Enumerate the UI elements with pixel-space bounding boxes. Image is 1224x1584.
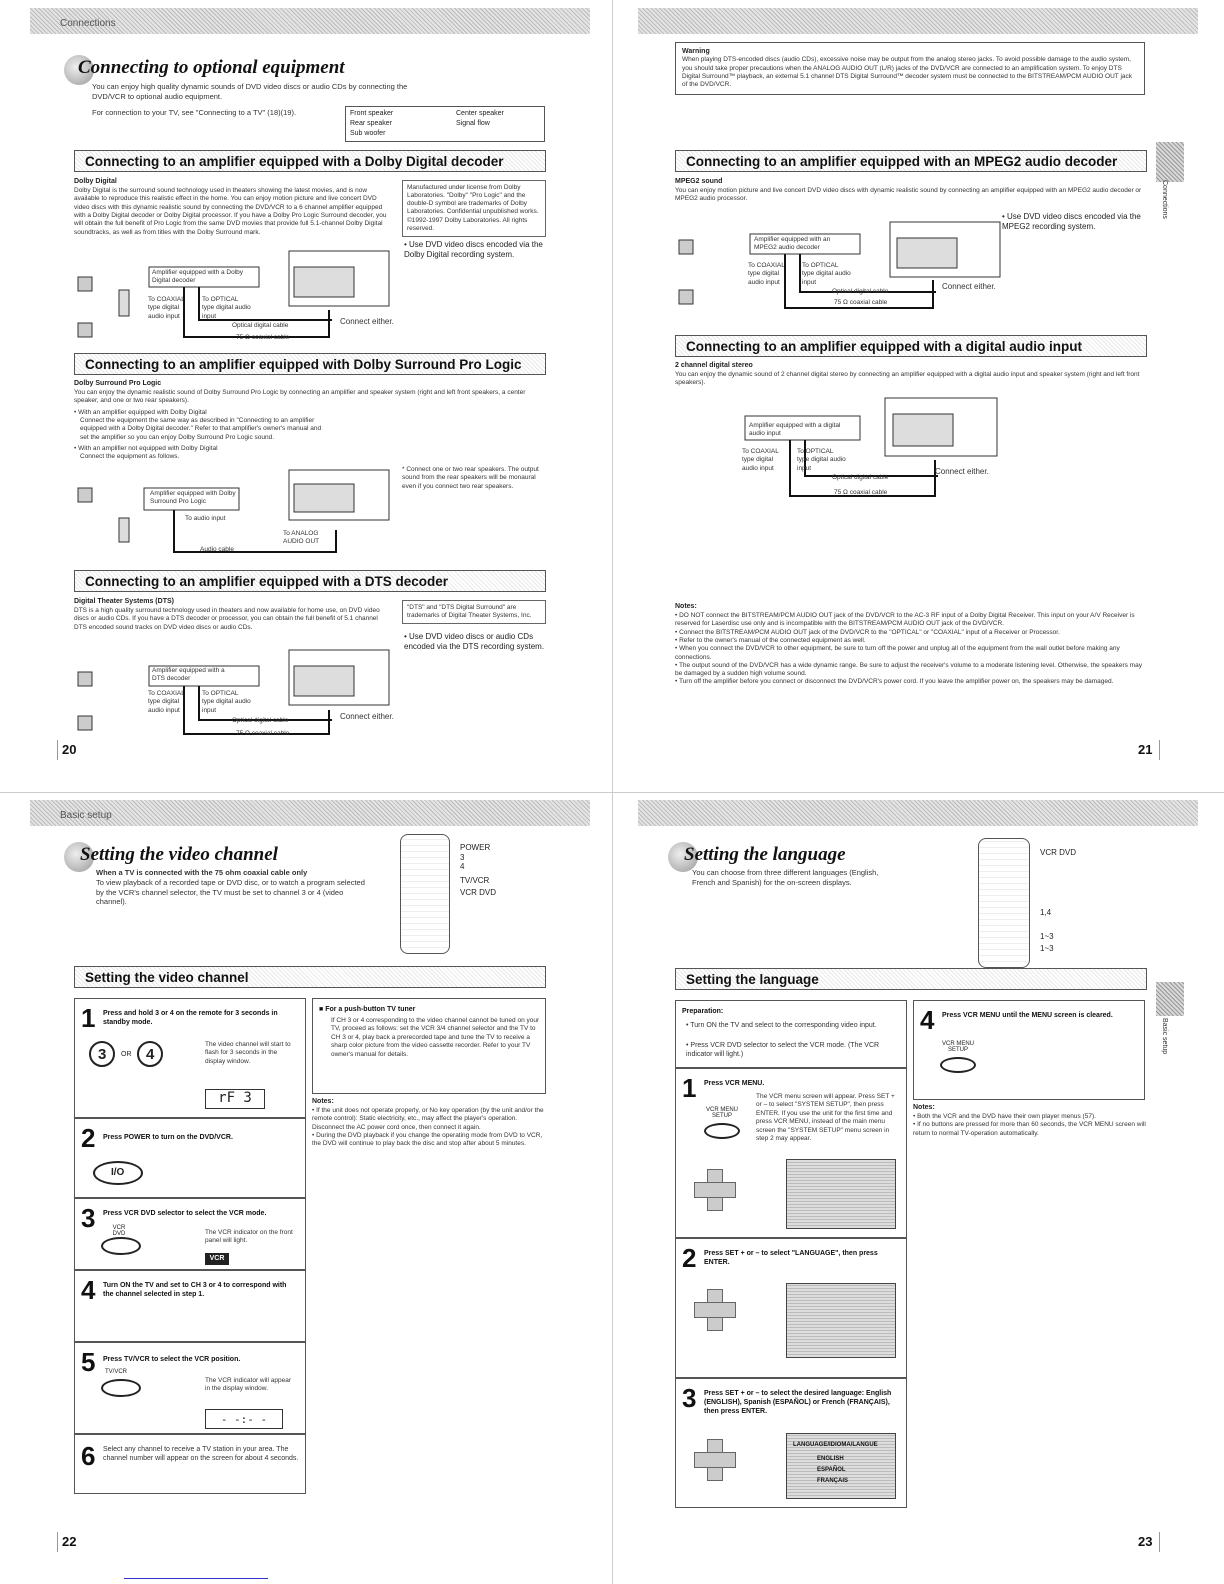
note-item: • Both the VCR and the DVD have their own player menus (57). [913, 1112, 1096, 1120]
section-title: Connecting to an amplifier equipped with a Dolby Digital decoder [85, 154, 504, 169]
header-label: Connections [60, 18, 116, 29]
dts-text [74, 598, 392, 632]
vcrdvd-button-label: VCR DVD [112, 1225, 126, 1237]
digital-coax-label: To COAXIAL type digital audio input [742, 448, 779, 472]
or-label: OR [121, 1051, 132, 1058]
bullet-heading: • With an amplifier not equipped with Dolby Digital [74, 444, 218, 452]
bullet-body: Connect the equipment the same way as described in "Connecting to an amplifier equipped with a Dolby Digital decoder." Refer to that amplifier's owner's manual and set the amplifier so you can enjoy Dolby Surround Pro Logic sound. [80, 416, 322, 441]
subheading: MPEG2 sound [675, 178, 723, 185]
step-number: 1 [682, 1073, 697, 1103]
direction-pad-icon [694, 1169, 734, 1209]
remote-control-illustration [978, 838, 1030, 968]
pro-logic-audioin-label: To audio input [185, 515, 226, 522]
osd-title: LANGUAGE/IDIOMA/LANGUE [793, 1442, 878, 1448]
paragraph: You can enjoy the dynamic realistic sound of Dolby Surround Pro Logic by connecting an amplifier and speaker system (right and left front speakers, a center speaker, and one or two rear speakers). [74, 388, 526, 405]
note-item: • If no buttons are pressed for more than 60 seconds, the VCR MENU screen will return to normal TV-operation automatically. [913, 1121, 1146, 1137]
display-window [205, 1409, 283, 1429]
mpeg2-coax-label: To COAXIAL type digital audio input [748, 262, 785, 286]
page-21 [612, 0, 1224, 792]
step-number: 4 [81, 1275, 96, 1305]
paragraph: You can enjoy the dynamic sound of 2 channel digital stereo by connecting an amplifier equipped with a digital audio input and speaker system (right and left front speakers). [675, 370, 1140, 387]
intro-body: To view playback of a recorded tape or DVD disc, or to watch a program selected by the VCR's channel selector, the TV must be set to channel 3 or 4 (video channel). [96, 877, 365, 907]
step-number: 2 [682, 1243, 697, 1273]
page-title: Connecting to optional equipment [78, 57, 345, 78]
page-header [30, 8, 590, 34]
step-4 [913, 1000, 1145, 1100]
power-button[interactable] [93, 1161, 143, 1185]
step-4 [74, 1270, 306, 1342]
page-number: 21 [1138, 742, 1153, 757]
section-bar-language [675, 968, 1147, 990]
notes [675, 603, 1145, 687]
direction-pad-icon [694, 1289, 734, 1329]
digital-input-text [675, 362, 1145, 388]
section-title: Setting the video channel [85, 970, 249, 985]
osd-espanol: ESPAÑOL [817, 1467, 846, 1473]
page-23 [612, 792, 1224, 1584]
vcr-menu-button[interactable] [940, 1057, 976, 1073]
step-instruction: Press VCR MENU until the MENU screen is cleared. [942, 1012, 1113, 1019]
note-item: • Turn off the amplifier before you connect or disconnect the DVD/VCR's power cord. If you leave the amplifier power on, the speakers may be damaged. [675, 678, 1114, 686]
step-instruction: Turn ON the TV and set to CH 3 or 4 to correspond with the channel selected in step 1. [103, 1282, 287, 1299]
callout-4: 4 [460, 862, 465, 871]
preparation-title: Preparation: [682, 1008, 724, 1015]
system-setup-screen [786, 1283, 896, 1358]
page-title: Setting the video channel [80, 844, 278, 865]
dolby-digital-text [74, 178, 392, 237]
language-screen [786, 1433, 896, 1499]
step-instruction: Press POWER to turn on the DVD/VCR. [103, 1134, 233, 1141]
display-text: - -:- - [220, 1413, 268, 1426]
dolby-trademark-note: Manufactured under license from Dolby Laboratories. "Dolby" "Pro Logic" and the double-D symbol are trademarks of Dolby Laboratories. Confidential unpublished works. ©1992-1997 Dolby Laboratories. All rights reserved. [402, 180, 546, 237]
mpeg2-opt-label: To OPTICAL type digital audio input [802, 262, 851, 286]
section-bar-digital-input [675, 335, 1147, 357]
callout-3: 3 [460, 853, 465, 862]
step-instruction: Press VCR MENU. [704, 1080, 765, 1087]
step-number: 6 [81, 1441, 96, 1471]
dts-coaxcable-label: 75 Ω coaxial cable [236, 730, 290, 737]
callout-1-3b: 1~3 [1040, 944, 1054, 953]
intro-bold: When a TV is connected with the 75 ohm coaxial cable only [96, 868, 308, 877]
step-description: The VCR indicator on the front panel will light. [205, 1229, 293, 1245]
side-label: Basic setup [1161, 1018, 1168, 1055]
button-label: I/O [111, 1167, 125, 1178]
step-instruction: Press SET + or – to select "LANGUAGE", then press ENTER. [704, 1250, 878, 1267]
preparation-item: • Press VCR DVD selector to select the VCR mode. (The VCR indicator will light.) [686, 1042, 880, 1059]
dts-opt-label: To OPTICAL type digital audio input [202, 690, 251, 714]
side-tab [1156, 982, 1184, 1016]
page-number-rule [57, 1532, 58, 1552]
notes [913, 1104, 1147, 1138]
step-6 [74, 1434, 306, 1494]
section-bar-mpeg2 [675, 150, 1147, 172]
digital-opt-label: To OPTICAL type digital audio input [797, 448, 846, 472]
section-bar-dts [74, 570, 546, 592]
header-label: Basic setup [60, 810, 112, 821]
step-instruction: Press VCR DVD selector to select the VCR mode. [103, 1210, 267, 1217]
dts-coax-label: To COAXIAL type digital audio input [148, 690, 185, 714]
intro-text [96, 868, 366, 907]
notes [312, 1098, 546, 1149]
step-1 [675, 1068, 907, 1238]
paragraph: DTS is a high quality surround technology used in theaters and now available for home use, on DVD video discs or audio CDs. If you have a DTS decoder or processor, you can obtain the full benefit of 5.1 channel DTS encoded sound tracks on DVD video discs or audio CDs. [74, 606, 380, 631]
step-instruction: Press and hold 3 or 4 on the remote for 3 seconds in standby mode. [103, 1010, 278, 1027]
callout-1-4: 1,4 [1040, 908, 1052, 917]
callout-vcrdvd: VCR DVD [1040, 848, 1077, 857]
page-number: 23 [1138, 1534, 1153, 1549]
step-number: 4 [920, 1005, 935, 1035]
speaker-legend [345, 106, 545, 142]
subheading: 2 channel digital stereo [675, 362, 753, 369]
note-item: • The output sound of the DVD/VCR has a wide dynamic range. Be sure to adjust the receiver's volume to a moderate listening level. Otherwise, the speakers may be damaged by a sudden high volume sound. [675, 661, 1142, 678]
bullet-heading: • With an amplifier equipped with Dolby Digital [74, 408, 207, 416]
push-button-text: If CH 3 or 4 corresponding to the video channel cannot be tuned on your TV, proceed as follows: set the VCR 3/4 channel selector and the TV to CH 3 or 4, play back a prerecorded tape and tune the TV to receive a sharp color picture from the video cassette recorder. Refer to your TV owner's manual for details. [331, 1017, 540, 1058]
push-title-text: For a push-button TV tuner [325, 1006, 416, 1013]
dts-either-label: Connect either. [340, 712, 394, 721]
step-5 [74, 1342, 306, 1434]
tv-reference: For connection to your TV, see "Connecting to a TV" (18)(19). [92, 108, 297, 117]
page-number: 20 [62, 742, 77, 757]
push-button-tuner-box [312, 998, 546, 1094]
button-label: 3 [98, 1046, 107, 1063]
step-description: The VCR indicator will appear in the display window. [205, 1377, 291, 1393]
dolby-bullet: • Use DVD video discs encoded via the Dolby Digital recording system. [404, 240, 543, 260]
digital-coaxcable-label: 75 Ω coaxial cable [834, 489, 888, 496]
dolby-amp-label: Amplifier equipped with a Dolby Digital decoder [152, 269, 244, 285]
intro-text: You can enjoy high quality dynamic sounds of DVD video discs or audio CDs by connecting the DVD/VCR to optional audio equipment. [92, 82, 408, 101]
page-header [638, 8, 1198, 34]
step-2 [675, 1238, 907, 1378]
mpeg2-amp-label: Amplifier equipped with an MPEG2 audio decoder [754, 236, 831, 252]
section-title: Connecting to an amplifier equipped with an MPEG2 audio decoder [686, 154, 1118, 169]
section-bar-video-channel [74, 966, 546, 988]
subheading: Dolby Surround Pro Logic [74, 380, 162, 387]
legend-front: Front speaker [350, 110, 394, 117]
tvvcr-button[interactable] [101, 1379, 141, 1397]
legend-sub: Sub woofer [350, 130, 386, 137]
mpeg2-coaxcable-label: 75 Ω coaxial cable [834, 299, 888, 306]
step-3 [74, 1198, 306, 1270]
display-text: rF 3 [218, 1090, 252, 1106]
step-instruction: Press SET + or – to select the desired language: English (ENGLISH), Spanish (ESPAÑOL) or French (FRANÇAIS), then press ENTER. [704, 1390, 892, 1416]
menu-screen [786, 1159, 896, 1229]
section-title: Connecting to an amplifier equipped with Dolby Surround Pro Logic [85, 357, 522, 372]
digital-optcable-label: Optical digital cable [832, 474, 889, 481]
step-3 [675, 1378, 907, 1508]
mpeg2-bullet: • Use DVD video discs encoded via the MPEG2 recording system. [1002, 212, 1141, 232]
pro-logic-diagram [74, 468, 404, 560]
button-label: 4 [146, 1046, 155, 1063]
dolby-coaxcable-label: 75 Ω coaxial cable [236, 334, 290, 341]
mpeg2-text [675, 178, 1145, 204]
intro-text: You can choose from three different languages (English, French and Spanish) for the on-screen displays. [692, 868, 879, 887]
legend-signal: Signal flow [456, 120, 490, 127]
note-item: • Refer to the owner's manual of the connected equipment as well. [675, 636, 866, 644]
mpeg2-either-label: Connect either. [942, 282, 996, 291]
step-number: 2 [81, 1123, 96, 1153]
osd-english: ENGLISH [817, 1456, 844, 1462]
footer-link-underline [124, 1578, 268, 1579]
dts-amp-label: Amplifier equipped with a DTS decoder [152, 667, 225, 683]
push-button-title: ■ For a push-button TV tuner [319, 1006, 416, 1013]
note-item: • During the DVD playback if you change the operating mode from DVD to VCR, the DVD will continue to play back the disc and stop after about 5 minutes. [312, 1131, 543, 1148]
bullet-body: Connect the equipment as follows. [80, 453, 180, 461]
step-instruction: Press TV/VCR to select the VCR position. [103, 1356, 241, 1363]
subheading: Dolby Digital [74, 178, 117, 185]
rear-speaker-footnote: * Connect one or two rear speakers. The output sound from the rear speakers will be monaural even if you connect two rear speakers. [402, 466, 539, 490]
legend-center: Center speaker [456, 110, 504, 117]
preparation-item: • Turn ON the TV and select to the corresponding video input. [686, 1022, 877, 1029]
section-title: Setting the language [686, 972, 819, 987]
notes-title: Notes: [913, 1104, 935, 1111]
page-20 [0, 0, 612, 792]
dolby-either-label: Connect either. [340, 317, 394, 326]
callout-power: POWER [460, 843, 491, 852]
dts-trademark-note: "DTS" and "DTS Digital Surround" are trademarks of Digital Theater Systems, Inc. [402, 600, 546, 624]
callout-1-3a: 1~3 [1040, 932, 1054, 941]
preparation-box [675, 1000, 907, 1068]
pro-logic-amp-label: Amplifier equipped with Dolby Surround Pro Logic [150, 490, 236, 506]
page-number: 22 [62, 1534, 77, 1549]
pro-logic-cable-label: Audio cable [200, 546, 234, 553]
step-number: 3 [81, 1203, 96, 1233]
dolby-coax-label: To COAXIAL type digital audio input [148, 296, 185, 320]
dts-optcable-label: Optical digital cable [232, 717, 289, 724]
osd-francais: FRANÇAIS [817, 1478, 848, 1484]
notes-title: Notes: [312, 1098, 334, 1105]
page-title: Setting the language [684, 844, 846, 865]
step-number: 1 [81, 1003, 96, 1033]
callout-vcrdvd: VCR DVD [460, 888, 497, 897]
note-item: • When you connect the DVD/VCR to other equipment, be sure to turn off the power and unplug all of the equipment from the wall outlet before making any connections. [675, 645, 1120, 661]
side-label: Connections [1161, 180, 1168, 219]
page-header [30, 800, 590, 826]
remote-control-illustration [400, 834, 450, 954]
dts-warning-box [675, 42, 1145, 95]
spread-divider-horizontal [0, 792, 1224, 793]
page-number-rule [57, 740, 58, 760]
display-window [205, 1089, 265, 1109]
dolby-optcable-label: Optical digital cable [232, 322, 289, 329]
warning-title: Warning [682, 48, 710, 55]
direction-pad-icon [694, 1439, 734, 1479]
notes-title: Notes: [675, 603, 697, 610]
section-bar-dolby-digital [74, 150, 546, 172]
pro-logic-text [74, 380, 544, 461]
note-item: • DO NOT connect the BITSTREAM/PCM AUDIO OUT jack of the DVD/VCR to the AC-3 RF input of a Dolby Digital Receiver. This input on your A/V Receiver is reserved for Laserdisc use only and is incompatible with the BITSTREAM/PCM AUDIO OUT jack of the DVD/VCR. [675, 611, 1135, 628]
button-4[interactable] [137, 1041, 163, 1067]
step-2 [74, 1118, 306, 1198]
side-tab [1156, 142, 1184, 182]
step-description: Select any channel to receive a TV station in your area. The channel number will appear on the screen for about 4 seconds. [103, 1446, 299, 1463]
note-item: • Connect the BITSTREAM/PCM AUDIO OUT jack of the DVD/VCR to the "OPTICAL" or "COAXIAL" input of a Receiver or Processor. [675, 628, 1060, 636]
step-description: The video channel will start to flash for 3 seconds in the display window. [205, 1041, 291, 1065]
tvvcr-button-label: TV/VCR [105, 1369, 128, 1375]
page-number-rule [1159, 1532, 1160, 1552]
callout-tvvcr: TV/VCR [460, 876, 490, 885]
section-bar-pro-logic [74, 353, 546, 375]
vcr-menu-button-label: VCR MENU SETUP [705, 1107, 738, 1119]
pro-logic-analog-label: To ANALOG AUDIO OUT [283, 530, 320, 546]
vcr-menu-button-label: VCR MENU SETUP [941, 1041, 974, 1053]
vcrdvd-button[interactable] [101, 1237, 141, 1255]
note-item: • If the unit does not operate properly, or No key operation (by the unit and/or the remote control): Static electricity, etc., may affect the player's operation. Disconnect the AC power cord once, then connect it again. [312, 1106, 544, 1131]
step-number: 5 [81, 1347, 96, 1377]
step-1 [74, 998, 306, 1118]
dolby-opt-label: To OPTICAL type digital audio input [202, 296, 251, 320]
button-3[interactable] [89, 1041, 115, 1067]
paragraph: You can enjoy motion picture and live concert DVD video discs with dynamic realistic sound by connecting an amplifier equipped with an MPEG2 audio decoder or MPEG2 audio processor. [675, 186, 1142, 203]
paragraph: Dolby Digital is the surround sound technology used in theaters showing the latest movies, and is now available to reproduce this realistic effect in the home. You can enjoy motion picture and live concert DVD video discs with this dynamic realistic sound by connecting the DVD/VCR to a 6 channel amplifier equipped with a Dolby Digital decoder or Dolby Digital processor. If you have a Dolby Pro Logic Surround decoder, you will obtain the full benefit of Pro Logic from the same DVD movies that provide full 5.1-channel Dolby Digital soundtracks, as well as from titles with the Dolby Surround mark. [74, 186, 387, 236]
digital-amp-label: Amplifier equipped with a digital audio input [749, 422, 841, 438]
section-title: Connecting to an amplifier equipped with a digital audio input [686, 339, 1082, 354]
page-number-rule [1159, 740, 1160, 760]
step-number: 3 [682, 1383, 697, 1413]
page-22 [0, 792, 612, 1584]
page-header [638, 800, 1198, 826]
subheading: Digital Theater Systems (DTS) [74, 598, 174, 605]
mpeg2-optcable-label: Optical digital cable [832, 288, 889, 295]
dts-bullet: • Use DVD video discs or audio CDs encoded via the DTS recording system. [404, 632, 545, 652]
section-title: Connecting to an amplifier equipped with a DTS decoder [85, 574, 449, 589]
warning-text: When playing DTS-encoded discs (audio CDs), excessive noise may be output from the analog stereo jacks. To avoid possible damage to the audio system, you should take proper precautions when the ANALOG AUDIO OUT (L/R) jacks of the DVD/VCR are connected to an amplification system. To enjoy DTS Digital Surround™ playback, an external 5.1 channel DTS Digital Surround™ decoder system must be connected to the BITSTREAM/PCM AUDIO OUT jack of the DVD/VCR. [682, 56, 1133, 89]
indicator-text: VCR [209, 1255, 225, 1262]
digital-either-label: Connect either. [935, 467, 989, 476]
legend-rear: Rear speaker [350, 120, 393, 127]
vcr-indicator [205, 1253, 229, 1265]
step-description: The VCR menu screen will appear. Press SET + or – to select "SYSTEM SETUP", then press ENTER. If you use the unit for the first time and press VCR MENU, instead of the main menu screen the "SYSTEM SETUP" menu screen in step 2 may appear. [756, 1093, 895, 1143]
vcr-menu-button[interactable] [704, 1123, 740, 1139]
